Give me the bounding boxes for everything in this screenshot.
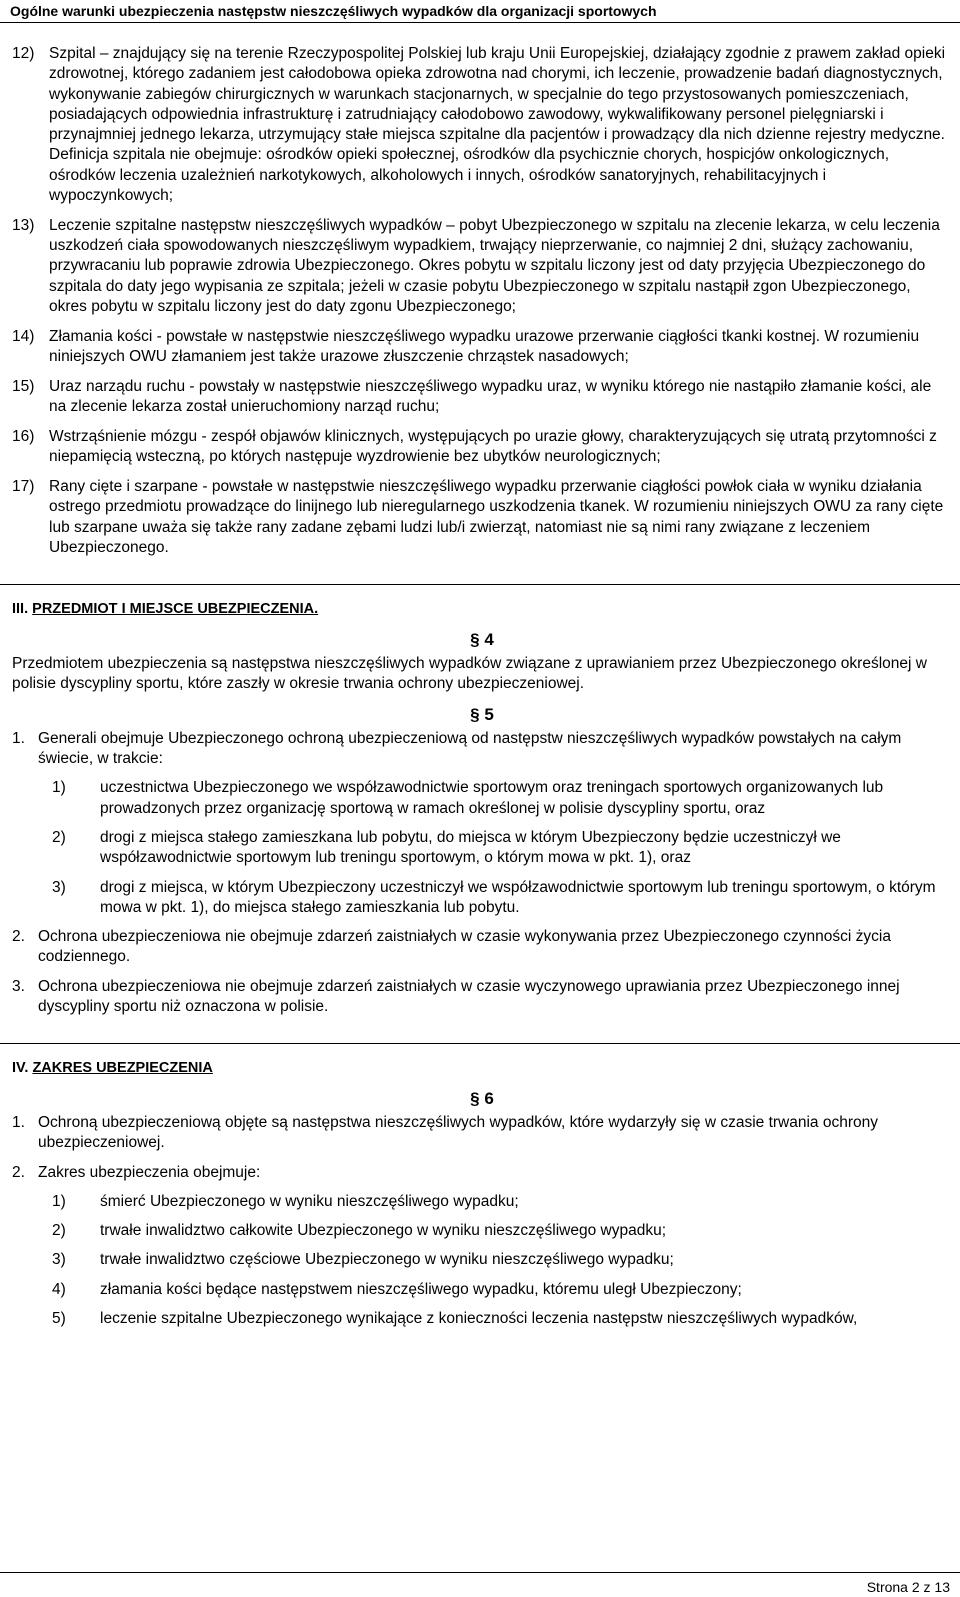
sub-list-number: 5) xyxy=(52,1310,66,1328)
definition-text: Szpital – znajdujący się na terenie Rzeczypospolitej Polskiej lub kraju Unii Europejskiej, działający zgodnie z prawem zakład opieki zdrowotnej, którego zadaniem jest całodobowa opieka zdrowotna nad chorymi, ich leczenie, prowadzenie badań diagnostycznych, wykonywanie zabiegów chirurgicznych w warunkach stacjonarnych, w specjalnie do tego przystosowanych pomieszczeniach, posiadających odpowiednia infrastrukturę i zatrudniający całodobowo zawodowy, wykwalifikowany personel pielęgniarski i przynajmniej jednego lekarza, utrzymujący stałe miejsca szpitalne dla pacjentów i prowadzący dla nich dzienne rejestry medyczne. Definicja szpitala nie obejmuje: ośrodków opieki społecznej, ośrodków dla psychicznie chorych, hospicjów onkologicznych, ośrodków leczenia uzależnień narkotykowych, alkoholowych i innych, ośrodków sanatoryjnych, rehabilitacyjnych i wypoczynkowych; xyxy=(49,45,946,205)
definition-number: 17) xyxy=(12,478,35,496)
list-text: Ochroną ubezpieczeniową objęte są następstwa nieszczęśliwych wypadków, które wydarzyły się w czasie trwania ochrony ubezpieczeniowej. xyxy=(38,1113,878,1152)
list-number: 1. xyxy=(12,729,25,747)
list-text: Zakres ubezpieczenia obejmuje: xyxy=(38,1163,261,1181)
sub-list-number: 4) xyxy=(52,1280,66,1298)
section-title: PRZEDMIOT I MIEJSCE UBEZPIECZENIA. xyxy=(32,601,319,618)
definition-item xyxy=(12,216,952,317)
definition-text: Leczenie szpitalne następstw nieszczęśliwych wypadków – pobyt Ubezpieczonego w szpitalu na zlecenie lekarza, w celu leczenia uszkodzeń ciała spowodowanych nieszczęśliwym wypadkiem, trwający nieprzerwanie, co najmniej 2 dni, służący zachowaniu, przywracaniu lub poprawie zdrowia Ubezpieczonego. Okres pobytu w szpitalu liczony jest od daty przyjęcia Ubezpieczonego do szpitala do daty jego wypisania ze szpitala; jeżeli w czasie pobytu Ubezpieczonego w szpitalu nastąpił zgon Ubezpieczonego, okres pobytu w szpitalu liczony jest do daty zgonu Ubezpieczonego; xyxy=(49,216,940,316)
definition-number: 15) xyxy=(12,377,35,395)
sub-list-text: leczenie szpitalne Ubezpieczonego wynikające z konieczności leczenia następstw nieszczęśliwych wypadków, xyxy=(100,1310,858,1328)
list-item xyxy=(12,1163,952,1183)
document-body xyxy=(12,44,952,1338)
sub-list-text: złamania kości będące następstwem nieszczęśliwego wypadku, któremu uległ Ubezpieczony; xyxy=(100,1280,742,1298)
paragraph-sign-4: § 4 xyxy=(470,629,494,649)
list-text: Ochrona ubezpieczeniowa nie obejmuje zdarzeń zaistniałych w czasie wykonywania przez Ubezpieczonego czynności życia codziennego. xyxy=(38,928,891,966)
list-number: 2. xyxy=(12,1163,25,1181)
section-number: IV. xyxy=(12,1060,29,1077)
definition-text: Wstrząśnienie mózgu - zespół objawów klinicznych, występujących po urazie głowy, charakteryzujących się utratą przytomności z niepamięcią wsteczną, po których następuje wyzdrowienie bez ubytków neurologicznych; xyxy=(49,428,937,466)
list-item xyxy=(12,927,952,968)
sub-list-text: śmierć Ubezpieczonego w wyniku nieszczęśliwego wypadku; xyxy=(100,1192,519,1210)
definition-number: 13) xyxy=(12,216,35,234)
list-number: 1. xyxy=(12,1113,25,1131)
sub-list-text: trwałe inwalidztwo całkowite Ubezpieczonego w wyniku nieszczęśliwego wypadku; xyxy=(100,1222,667,1240)
list-text: Ochrona ubezpieczeniowa nie obejmuje zdarzeń zaistniałych w czasie wyczynowego uprawiania przez Ubezpieczonego innej dyscypliny sportu niż oznaczona w polisie. xyxy=(38,977,900,1016)
sub-list-item xyxy=(52,778,952,819)
sub-list-number: 3) xyxy=(52,1251,66,1269)
sub-list-number: 1) xyxy=(52,779,66,797)
document-title: Ogólne warunki ubezpieczenia następstw nieszczęśliwych wypadków dla organizacji sportowych xyxy=(10,3,657,19)
list-number: 2. xyxy=(12,928,25,946)
sub-list-item xyxy=(52,1250,952,1270)
sub-list-item xyxy=(52,1192,952,1212)
definition-item xyxy=(12,477,952,558)
definition-item xyxy=(12,327,952,368)
sub-list-item xyxy=(52,878,952,919)
section-heading-iii xyxy=(12,599,952,619)
list-text: Generali obejmuje Ubezpieczonego ochroną ubezpieczeniową od następstw nieszczęśliwych wypadków powstałych na całym świecie, w trakcie: xyxy=(38,729,902,768)
section-number: III. xyxy=(12,601,29,618)
list-item xyxy=(12,729,952,770)
sub-list-number: 2) xyxy=(52,829,66,846)
definition-text: Uraz narządu ruchu - powstały w następstwie nieszczęśliwego wypadku uraz, w wyniku którego nie nastąpiło złamanie kości, ale na zlecenie lekarza został unieruchomiony narząd ruchu; xyxy=(49,377,932,416)
paragraph-sign-6: § 6 xyxy=(470,1088,494,1108)
section-divider xyxy=(0,584,960,585)
list-item xyxy=(12,1113,952,1154)
sub-list-text: uczestnictwa Ubezpieczonego we współzawodnictwie sportowym oraz treningach sportowych organizowanych lub prowadzonych przez organizację sportową w ramach określonej w polisie dyscypliny sportu, oraz xyxy=(100,779,884,817)
definition-text: Rany cięte i szarpane - powstałe w następstwie nieszczęśliwego wypadku przerwanie ciągłości powłok ciała w wyniku działania ostrego przedmiotu prowadzące do linijnego lub nieregularnego uszkodzenia tkanek. W rozumieniu niniejszych OWU za rany cięte lub szarpane uważa się także rany zadane zębami ludzi lub/i zwierząt, natomiast nie są nimi rany związane z leczeniem Ubezpieczonego. xyxy=(49,478,944,557)
section-divider xyxy=(0,1043,960,1044)
sub-list-item xyxy=(52,1221,952,1241)
footer-divider xyxy=(0,1572,960,1573)
sub-list-text: trwałe inwalidztwo częściowe Ubezpieczonego w wyniku nieszczęśliwego wypadku; xyxy=(100,1251,674,1269)
definition-item xyxy=(12,377,952,418)
definitions-list xyxy=(12,44,952,558)
definition-number: 14) xyxy=(12,327,35,345)
sub-list-item xyxy=(52,1309,952,1329)
header-divider xyxy=(0,22,960,23)
paragraph-sign-5: § 5 xyxy=(470,704,494,724)
definition-number: 12) xyxy=(12,45,35,62)
definition-item xyxy=(12,427,952,468)
sub-list-item xyxy=(52,1280,952,1300)
paragraph-4-text: Przedmiotem ubezpieczenia są następstwa nieszczęśliwych wypadków związane z uprawianiem przez Ubezpieczonego określonej w polisie dyscypliny sportu, które zaszły w okresie trwania ochrony ubezpieczeniowej. xyxy=(12,654,927,693)
sub-list-text: drogi z miejsca stałego zamieszkana lub pobytu, do miejsca w którym Ubezpieczony będzie uczestniczył we współzawodnictwie sportowym lub treningu sportowym, o którym mowa w pkt. 1), oraz xyxy=(100,829,841,867)
sub-list-number: 1) xyxy=(52,1192,66,1210)
sub-list-item xyxy=(52,828,952,869)
definition-number: 16) xyxy=(12,428,35,446)
list-item xyxy=(12,977,952,1018)
section-title: ZAKRES UBEZPIECZENIA xyxy=(32,1060,213,1077)
list-number: 3. xyxy=(12,977,25,995)
section-heading-iv xyxy=(12,1058,952,1078)
definition-text: Złamania kości - powstałe w następstwie nieszczęśliwego wypadku urazowe przerwanie ciągłości tkanki kostnej. W rozumieniu niniejszych OWU złamaniem jest także urazowe złuszczenie chrząstek nasadowych; xyxy=(49,327,920,366)
sub-list-number: 2) xyxy=(52,1222,66,1240)
sub-list-text: drogi z miejsca, w którym Ubezpieczony uczestniczył we współzawodnictwie sportowym lub treningu sportowym, o którym mowa w pkt. 1), do miejsca stałego zamieszkania lub pobytu. xyxy=(100,878,936,916)
sub-list-number: 3) xyxy=(52,878,66,896)
definition-item xyxy=(12,44,952,206)
page-number: Strona 2 z 13 xyxy=(866,1579,950,1595)
